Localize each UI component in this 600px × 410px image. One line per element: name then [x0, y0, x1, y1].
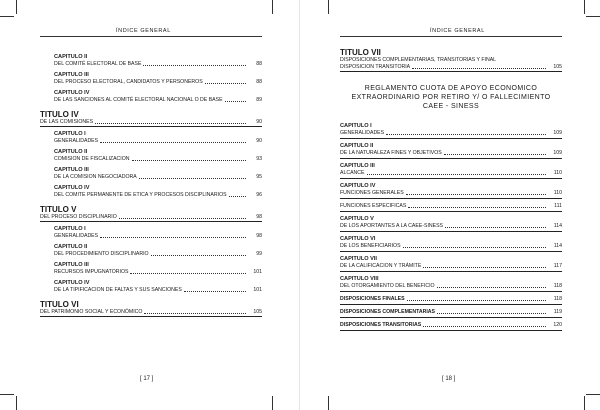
- titulo-heading: TITULO V: [40, 205, 77, 214]
- leader-dots: [143, 64, 246, 66]
- toc-chapter-group: [340, 123, 562, 139]
- leader-dots: [95, 122, 246, 124]
- chapter-heading: CAPITULO I: [54, 226, 86, 232]
- entry-page: 110: [553, 190, 562, 196]
- rule: [340, 291, 562, 292]
- toc-chapter-group: [40, 54, 262, 68]
- toc-entry[interactable]: [340, 203, 562, 210]
- running-header: ÍNDICE GENERAL: [430, 28, 485, 34]
- chapter-heading: CAPITULO IV: [54, 280, 90, 286]
- entry-label: DE LA COMISION NEGOCIADORA: [54, 174, 137, 180]
- rule: [340, 251, 562, 252]
- entry-label: DEL PROCESO DISCIPLINARIO: [40, 214, 117, 220]
- leader-dots: [139, 177, 246, 179]
- entry-page: 114: [553, 243, 562, 249]
- leader-dots: [205, 82, 246, 84]
- titulo-label-line: DISPOSICIONES COMPLEMENTARIAS, TRANSITORIAS Y FINAL: [340, 57, 497, 63]
- toc-right: [340, 48, 562, 335]
- toc-entry[interactable]: [54, 79, 262, 86]
- entry-page: 93: [256, 156, 262, 162]
- toc-entry[interactable]: [54, 269, 262, 276]
- toc-chapter-group: [340, 216, 562, 232]
- entry-label: DEL PROCESO ELECTORAL, CANDIDATOS Y PERSONEROS: [54, 79, 203, 85]
- toc-chapter-group: [40, 167, 262, 181]
- leader-dots: [132, 159, 246, 161]
- leader-dots: [423, 325, 546, 327]
- rule: [340, 271, 562, 272]
- rule: [340, 178, 562, 179]
- leader-dots: [225, 100, 246, 102]
- titulo-heading: TITULO VII: [340, 48, 381, 57]
- regulation-title-line: CAEE - SINESS: [422, 103, 480, 110]
- chapter-heading: CAPITULO III: [54, 167, 89, 173]
- regulation-title-line: EXTRAORDINARIO POR RETIRO Y/ O FALLECIMIENTO: [351, 94, 551, 101]
- leader-dots: [100, 141, 246, 143]
- leader-dots: [184, 290, 246, 292]
- toc-chapter-group: [40, 149, 262, 163]
- entry-label: DE LOS BENEFICIARIOS: [340, 243, 401, 249]
- rule: [340, 198, 562, 199]
- entry-label: GENERALIDADES: [54, 138, 99, 144]
- entry-page: 95: [256, 174, 262, 180]
- right-page: [300, 0, 600, 410]
- toc-chapter-group: [40, 226, 262, 240]
- entry-label: DE LOS APORTANTES A LA CAEE-SINESS: [340, 223, 444, 229]
- leader-dots: [100, 236, 246, 238]
- entry-label: DE LA NATURALEZA FINES Y OBJETIVOS: [340, 150, 442, 156]
- leader-dots: [367, 173, 546, 175]
- regulation-title: [340, 84, 562, 111]
- chapter-heading: CAPITULO II: [54, 54, 88, 60]
- leader-dots: [423, 266, 546, 268]
- rule: [340, 138, 562, 139]
- toc-entry[interactable]: [340, 64, 562, 72]
- entry-page: 118: [553, 296, 562, 302]
- toc-entry[interactable]: [340, 130, 562, 137]
- entry-label: GENERALIDADES: [340, 130, 385, 136]
- toc-entry[interactable]: [340, 190, 562, 197]
- entry-page: 105: [253, 309, 262, 315]
- rule: [340, 330, 562, 331]
- chapter-heading: CAPITULO III: [54, 262, 89, 268]
- entry-label: COMISION DE FISCALIZACION: [54, 156, 130, 162]
- chapter-heading: CAPITULO VIII: [340, 276, 379, 282]
- entry-page: 109: [553, 130, 562, 136]
- entry-label: DISPOSICION TRANSITORIA: [340, 64, 411, 70]
- toc-entry[interactable]: [340, 322, 562, 329]
- entry-page: 98: [256, 214, 262, 220]
- entry-label: DE LA CALIFICACION Y TRÁMITE: [340, 263, 422, 269]
- entry-page: 88: [256, 61, 262, 67]
- toc-chapter-group: [340, 143, 562, 159]
- chapter-heading: CAPITULO IV: [54, 185, 90, 191]
- toc-entry[interactable]: [40, 214, 262, 222]
- entry-label: FUNCIONES GENERALES: [340, 190, 404, 196]
- chapter-heading: CAPITULO II: [54, 244, 88, 250]
- entry-label: DISPOSICIONES TRANSITORIAS: [340, 322, 422, 328]
- chapter-heading: CAPITULO III: [340, 163, 375, 169]
- leader-dots: [119, 217, 246, 219]
- entry-label: DISPOSICIONES COMPLEMENTARIAS: [340, 309, 436, 315]
- leader-dots: [406, 193, 546, 195]
- running-header: ÍNDICE GENERAL: [116, 28, 171, 34]
- leader-dots: [386, 133, 546, 135]
- entry-page: 101: [253, 269, 262, 275]
- titulo-heading: TITULO VI: [40, 300, 79, 309]
- chapter-heading: CAPITULO VI: [340, 236, 376, 242]
- entry-label: DEL COMITE PERMANENTE DE ETICA Y PROCESOS DISCIPLINARIOS: [54, 192, 227, 198]
- entry-page: 111: [554, 203, 562, 209]
- header-rule: [340, 36, 562, 37]
- rule: [340, 231, 562, 232]
- toc-entry[interactable]: [54, 287, 262, 294]
- chapter-heading: CAPITULO III: [54, 72, 89, 78]
- toc-chapter-group: [40, 72, 262, 86]
- toc-entry[interactable]: [54, 192, 262, 199]
- entry-page: 117: [553, 263, 562, 269]
- toc-entry[interactable]: [340, 170, 562, 177]
- entry-page: 110: [553, 170, 562, 176]
- toc-entry[interactable]: [40, 309, 262, 317]
- regulation-title-line: REGLAMENTO CUOTA DE APOYO ECONOMICO: [364, 85, 538, 92]
- entry-label: DISPOSICIONES FINALES: [340, 296, 405, 302]
- toc-entry[interactable]: [340, 223, 562, 230]
- toc-entry[interactable]: [340, 150, 562, 157]
- entry-page: 114: [553, 223, 562, 229]
- toc-entry[interactable]: [54, 156, 262, 163]
- entry-page: 118: [553, 283, 562, 289]
- entry-label: ALCANCE: [340, 170, 365, 176]
- entry-label: GENERALIDADES: [54, 233, 99, 239]
- entry-page: 90: [256, 138, 262, 144]
- toc-chapter-group: [40, 131, 262, 145]
- toc-chapter-group: [340, 163, 562, 179]
- header-rule: [40, 36, 262, 37]
- chapter-heading: CAPITULO II: [54, 149, 88, 155]
- chapter-heading: CAPITULO IV: [340, 183, 376, 189]
- entry-label: DE LAS COMISIONES: [40, 119, 94, 125]
- toc-entry[interactable]: [340, 243, 562, 250]
- toc-chapter-group: [340, 276, 562, 292]
- entry-label: DE LA TIPIFICACION DE FALTAS Y SUS SANCIONES: [54, 287, 182, 293]
- toc-chapter-group: [40, 262, 262, 276]
- leader-dots: [407, 299, 546, 301]
- toc-entry[interactable]: [340, 263, 562, 270]
- toc-entry[interactable]: [340, 283, 562, 290]
- entry-page: 105: [553, 64, 562, 70]
- entry-label: FUNCIONES ESPECIFICAS: [340, 203, 407, 209]
- page-number: [ 18 ]: [442, 376, 456, 382]
- entry-page: 89: [256, 97, 262, 103]
- chapter-heading: CAPITULO V: [340, 216, 374, 222]
- toc-chapter-group: [340, 256, 562, 272]
- chapter-heading: CAPITULO IV: [54, 90, 90, 96]
- toc-entry[interactable]: [54, 61, 262, 68]
- toc-entry[interactable]: [54, 251, 262, 258]
- rule: [340, 158, 562, 159]
- entry-label: RECURSOS IMPUGNATORIOS: [54, 269, 129, 275]
- leader-dots: [403, 246, 546, 248]
- toc-chapter-group: [340, 183, 562, 212]
- toc-entry[interactable]: [54, 174, 262, 181]
- leader-dots: [151, 254, 246, 256]
- leader-dots: [444, 153, 546, 155]
- entry-page: 101: [253, 287, 262, 293]
- rule: [340, 304, 562, 305]
- toc-entry[interactable]: [54, 138, 262, 145]
- entry-page: 119: [553, 309, 562, 315]
- toc-chapter-group: [40, 185, 262, 199]
- toc-entry[interactable]: [40, 119, 262, 127]
- entry-label: DEL PROCEDIMIENTO DISCIPLINARIO: [54, 251, 149, 257]
- page-number: [ 17 ]: [140, 376, 154, 382]
- entry-page: 99: [256, 251, 262, 257]
- chapter-heading: CAPITULO I: [54, 131, 86, 137]
- rule: [340, 317, 562, 318]
- titulo-heading: TITULO IV: [40, 110, 79, 119]
- leader-dots: [408, 206, 546, 208]
- leader-dots: [229, 195, 246, 197]
- entry-label: DEL COMITÉ ELECTORAL DE BASE: [54, 61, 142, 67]
- chapter-heading: CAPITULO VII: [340, 256, 377, 262]
- leader-dots: [437, 312, 546, 314]
- rule: [340, 211, 562, 212]
- leader-dots: [445, 226, 546, 228]
- entry-page: 120: [553, 322, 562, 328]
- entry-label: DEL OTORGAMIENTO DEL BENEFICIO: [340, 283, 435, 289]
- entry-page: 90: [256, 119, 262, 125]
- toc-chapter-group: [40, 280, 262, 294]
- entry-page: 98: [256, 233, 262, 239]
- entry-page: 96: [256, 192, 262, 198]
- entry-page: 88: [256, 79, 262, 85]
- leader-dots: [412, 67, 546, 69]
- entry-page: 109: [553, 150, 562, 156]
- toc-chapter-group: [340, 236, 562, 252]
- toc-chapter-group: [40, 244, 262, 258]
- toc-chapter-group: [40, 90, 262, 104]
- leader-dots: [437, 286, 546, 288]
- leader-dots: [130, 272, 246, 274]
- toc-entry[interactable]: [340, 296, 562, 303]
- chapter-heading: CAPITULO II: [340, 143, 374, 149]
- leader-dots: [144, 312, 246, 314]
- toc-left: [40, 50, 262, 317]
- toc-entry[interactable]: [54, 233, 262, 240]
- chapter-heading: CAPITULO I: [340, 123, 372, 129]
- entry-label: DE LAS SANCIONES AL COMITÉ ELECTORAL NACIONAL O DE BASE: [54, 97, 223, 103]
- toc-entry[interactable]: [340, 309, 562, 316]
- entry-label: DEL PATRIMONIO SOCIAL Y ECONÓMICO: [40, 309, 143, 315]
- toc-entry[interactable]: [54, 97, 262, 104]
